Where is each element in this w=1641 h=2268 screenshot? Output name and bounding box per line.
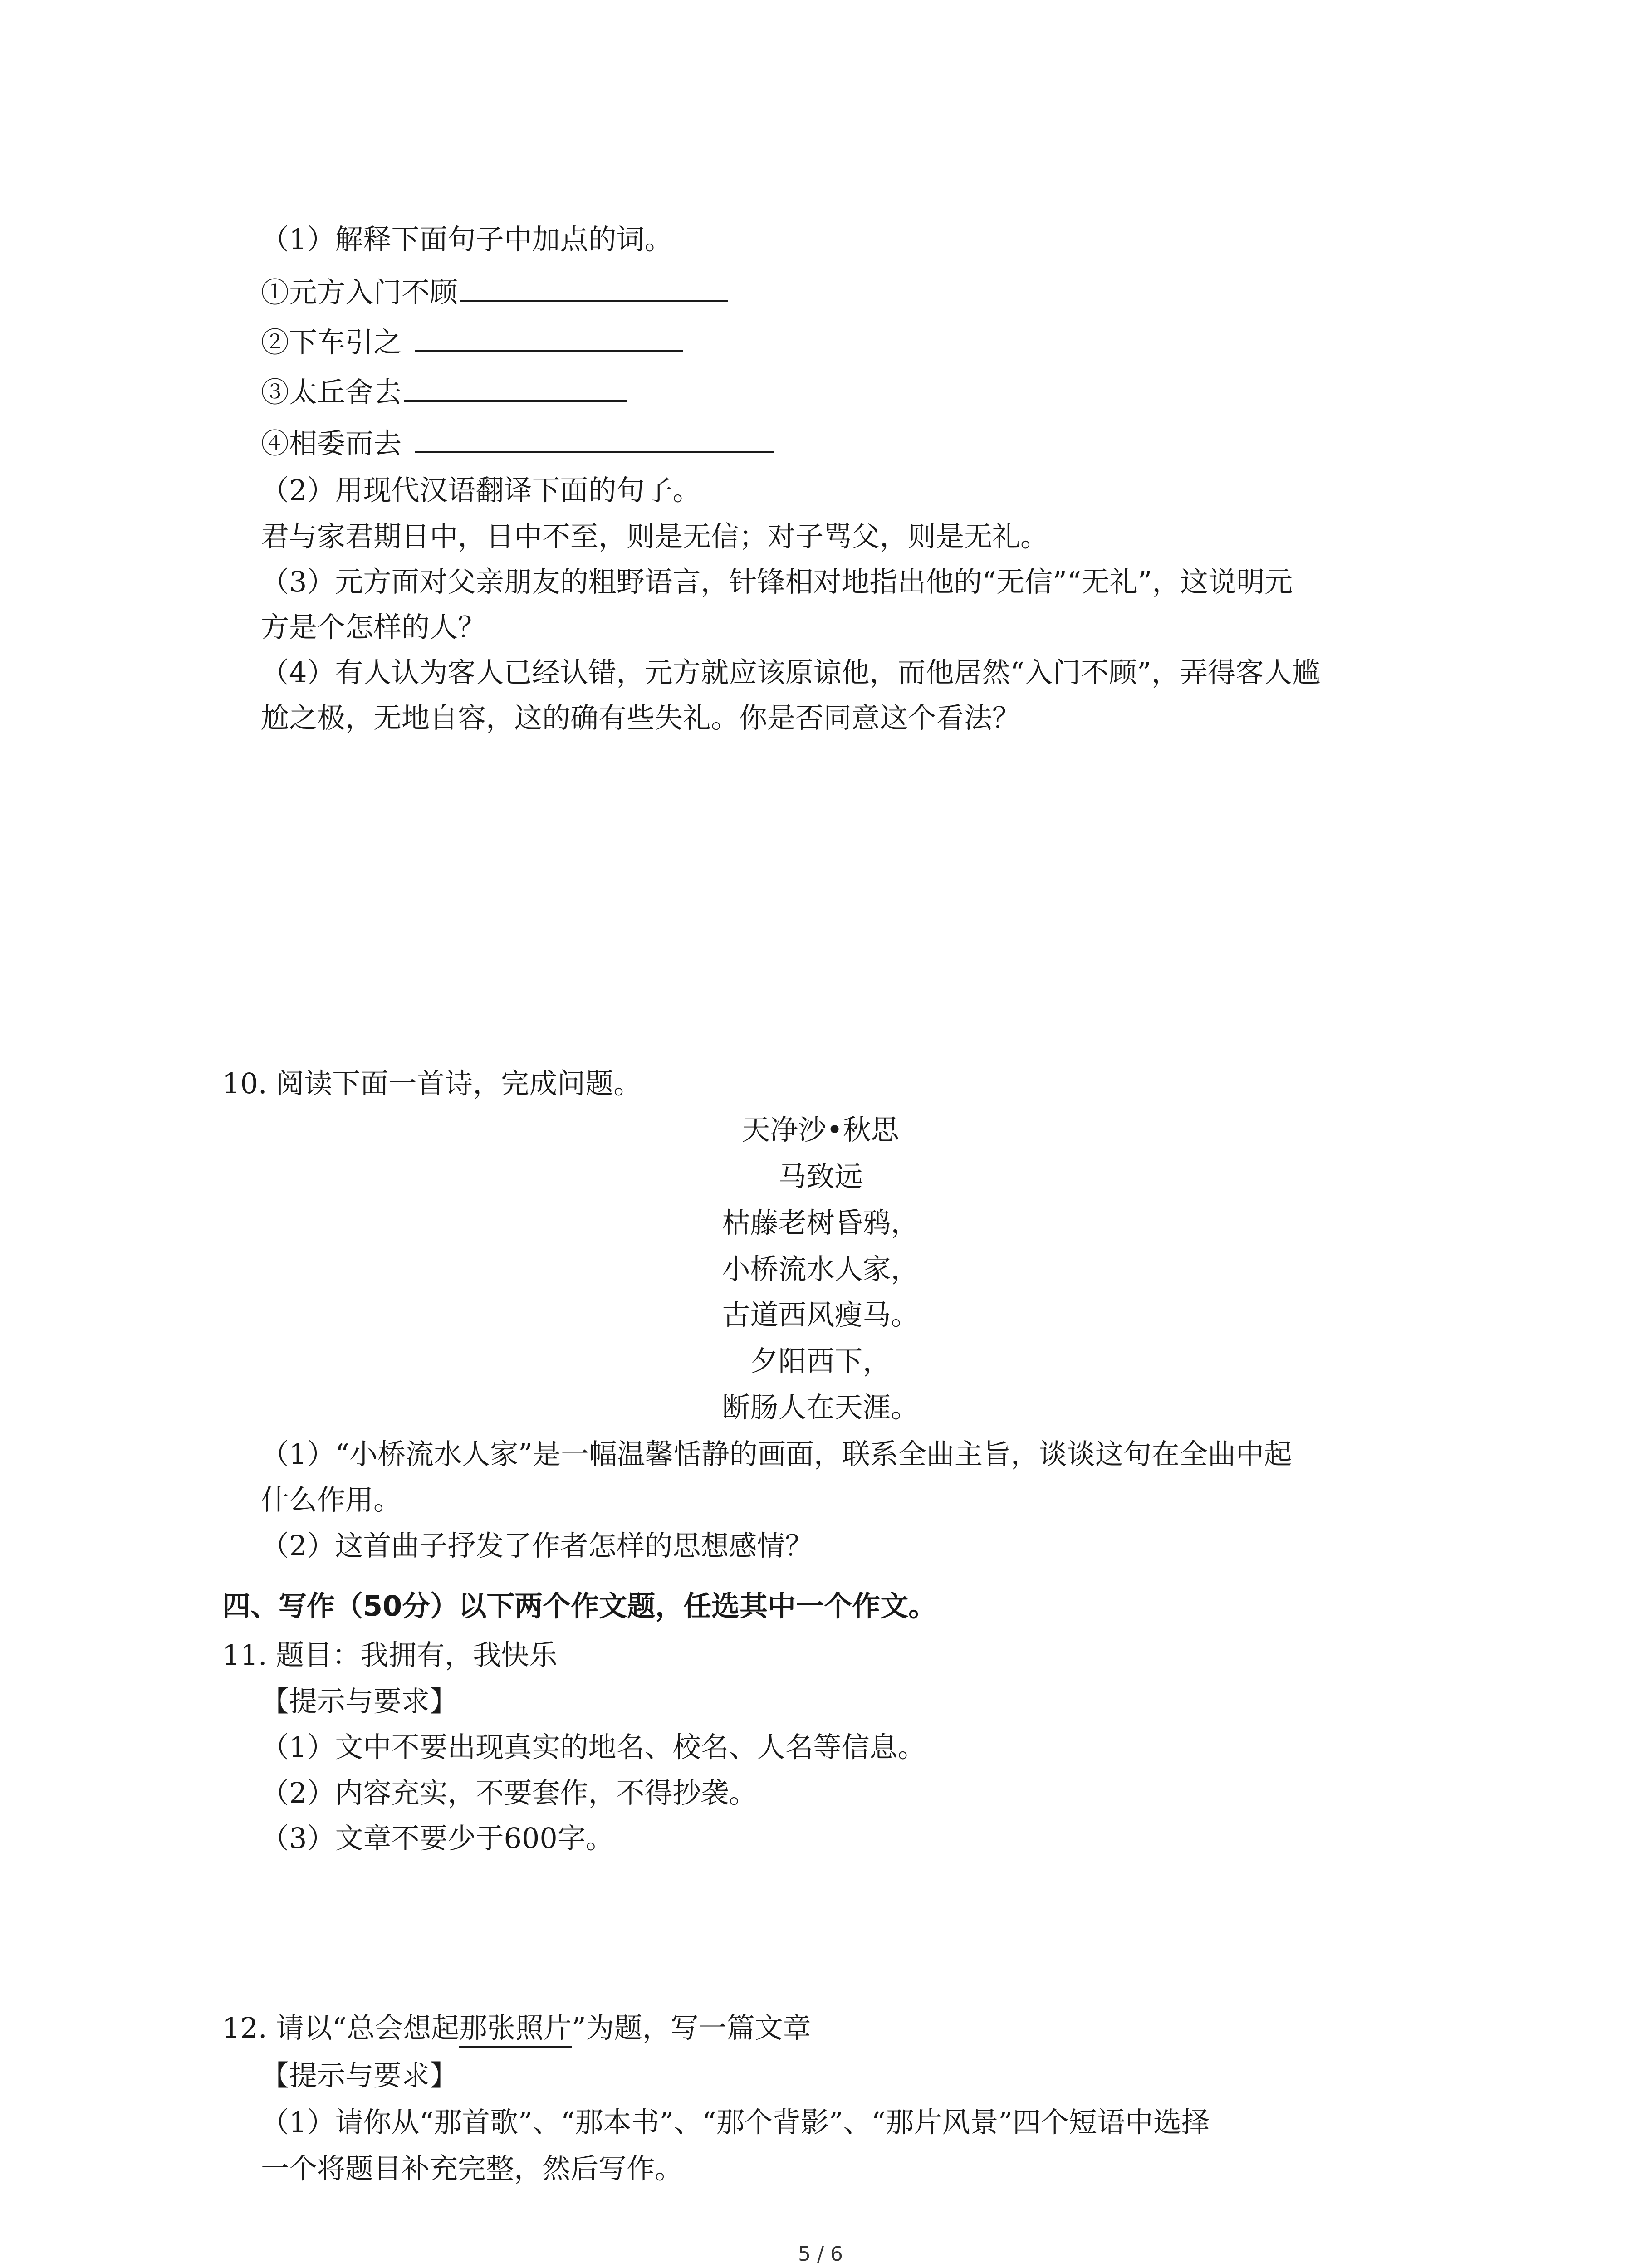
q9-item-3: ③太丘舍去 [261,377,627,406]
poem-line-3: 古道西风瘦马。 [722,1298,919,1331]
q10-intro: 10. 阅读下面一首诗，完成问题。 [222,1067,642,1100]
answer-blank-2[interactable] [415,327,683,352]
answer-blank-4[interactable] [415,429,774,453]
q11-title: 11. 题目：我拥有，我快乐 [222,1638,558,1672]
q11-req-2: （2）内容充实，不要套作，不得抄袭。 [261,1776,757,1809]
q11-req-3: （3）文章不要少于600字。 [261,1822,614,1855]
poem-author: 马致远 [778,1160,863,1193]
q9-item-4: ④相委而去 [261,429,774,458]
section-heading: 四、写作（50分）以下两个作文题，任选其中一个作文。 [222,1589,937,1623]
q11-req-1: （1）文中不要出现真实的地名、校名、人名等信息。 [261,1730,926,1764]
q12-req-1-line2: 一个将题目补充完整，然后写作。 [261,2152,683,2185]
poem-line-1: 枯藤老树昏鸦， [722,1206,919,1239]
q10-sub1-line1: （1）“小桥流水人家”是一幅温馨恬静的画面，联系全曲主旨，谈谈这句在全曲中起 [261,1437,1292,1471]
poem-line-4: 夕阳西下， [750,1344,891,1378]
q11-tips: 【提示与要求】 [261,1685,458,1718]
q10-sub1-line2: 什么作用。 [261,1483,402,1516]
answer-blank-3[interactable] [404,377,627,402]
q9-sentence: 君与家君期日中，日中不至，则是无信；对子骂父，则是无礼。 [261,520,1049,553]
q12-title: 12. 请以“总会想起那张照片”为题，写一篇文章 [222,2014,811,2042]
q9-sub2: （2）用现代汉语翻译下面的句子。 [261,474,701,507]
poem-line-5: 断肠人在天涯。 [722,1391,919,1424]
page-number: 5 / 6 [798,2243,843,2266]
poem-line-2: 小桥流水人家， [722,1252,919,1286]
q9-sub4-line2: 尬之极，无地自容，这的确有些失礼。你是否同意这个看法？ [261,701,1021,734]
q12-req-1-line1: （1）请你从“那首歌”、“那本书”、“那个背影”、“那片风景”四个短语中选择 [261,2106,1210,2139]
q10-sub2: （2）这首曲子抒发了作者怎样的思想感情？ [261,1529,813,1562]
q9-sub3-line1: （3）元方面对父亲朋友的粗野语言，针锋相对地指出他的“无信”“无礼”，这说明元 [261,565,1293,598]
q9-item-1: ①元方入门不顾 [261,278,728,307]
q9-sub4-line1: （4）有人认为客人已经认错，元方就应该原谅他，而他居然“入门不顾”，弄得客人尴 [261,656,1320,689]
title-blank: 那张照片 [459,2011,572,2048]
q9-item-2: ②下车引之 [261,327,683,357]
q12-tips: 【提示与要求】 [261,2059,458,2092]
answer-blank-1[interactable] [460,278,728,302]
q9-sub1: （1）解释下面句子中加点的词。 [261,223,673,256]
q9-sub3-line2: 方是个怎样的人？ [261,611,486,644]
poem-title: 天净沙•秋思 [742,1113,899,1146]
